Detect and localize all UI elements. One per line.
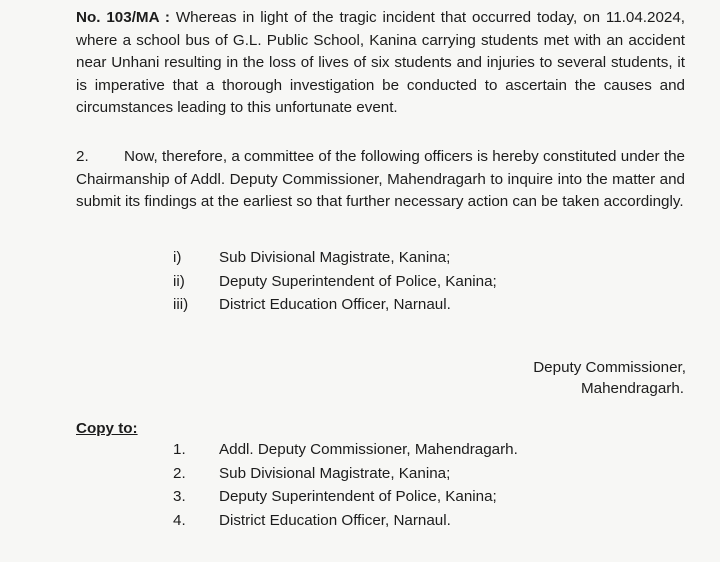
copy-to-heading: Copy to:	[76, 420, 138, 437]
order-paragraph-1	[76, 7, 685, 120]
list-item-text: Sub Divisional Magistrate, Kanina;	[219, 464, 451, 482]
order-separator: :	[158, 9, 176, 26]
list-item-number: i)	[173, 249, 182, 266]
list-item-text: Sub Divisional Magistrate, Kanina;	[219, 249, 451, 266]
list-item-number: 1.	[173, 441, 186, 458]
list-item-number: iii)	[173, 296, 189, 313]
order-paragraph-2	[76, 146, 685, 214]
order-number: No. 103/MA	[76, 9, 159, 26]
list-item-number: 4.	[173, 511, 186, 529]
signatory-title: Deputy Commissioner,	[533, 359, 686, 376]
list-item-number: ii)	[173, 272, 185, 290]
order-paragraph-1-text: Whereas in light of the tragic incident that occurred today, on 11.04.2024, where a school bus of G.L. Public School, Kanina carrying students met with an accident near Unhani resulting in the loss of lives of six students and injuries to several students, it is imperative that a thorough investigation be conducted to ascertain the causes and circumstances leading to this unfortunate event.	[76, 9, 686, 117]
list-item-text: Deputy Superintendent of Police, Kanina;	[219, 488, 497, 505]
list-item-text: District Education Officer, Narnaul.	[219, 511, 451, 529]
list-item-text: Addl. Deputy Commissioner, Mahendragarh.	[219, 441, 518, 458]
list-item-number: 3.	[173, 488, 186, 505]
order-paragraph-2-text: Now, therefore, a committee of the following officers is hereby constituted under the Chairmanship of Addl. Deputy Commissioner, Mahendragarh to inquire into the matter and submit its findings at the earliest so that further necessary action can be taken accordingly.	[76, 148, 685, 211]
list-item-text: District Education Officer, Narnaul.	[219, 296, 451, 313]
signature-block	[533, 357, 686, 399]
paragraph-2-number: 2.	[76, 148, 89, 165]
list-item-number: 2.	[173, 464, 186, 482]
signatory-place: Mahendragarh.	[580, 380, 684, 397]
list-item-text: Deputy Superintendent of Police, Kanina;	[219, 272, 497, 290]
